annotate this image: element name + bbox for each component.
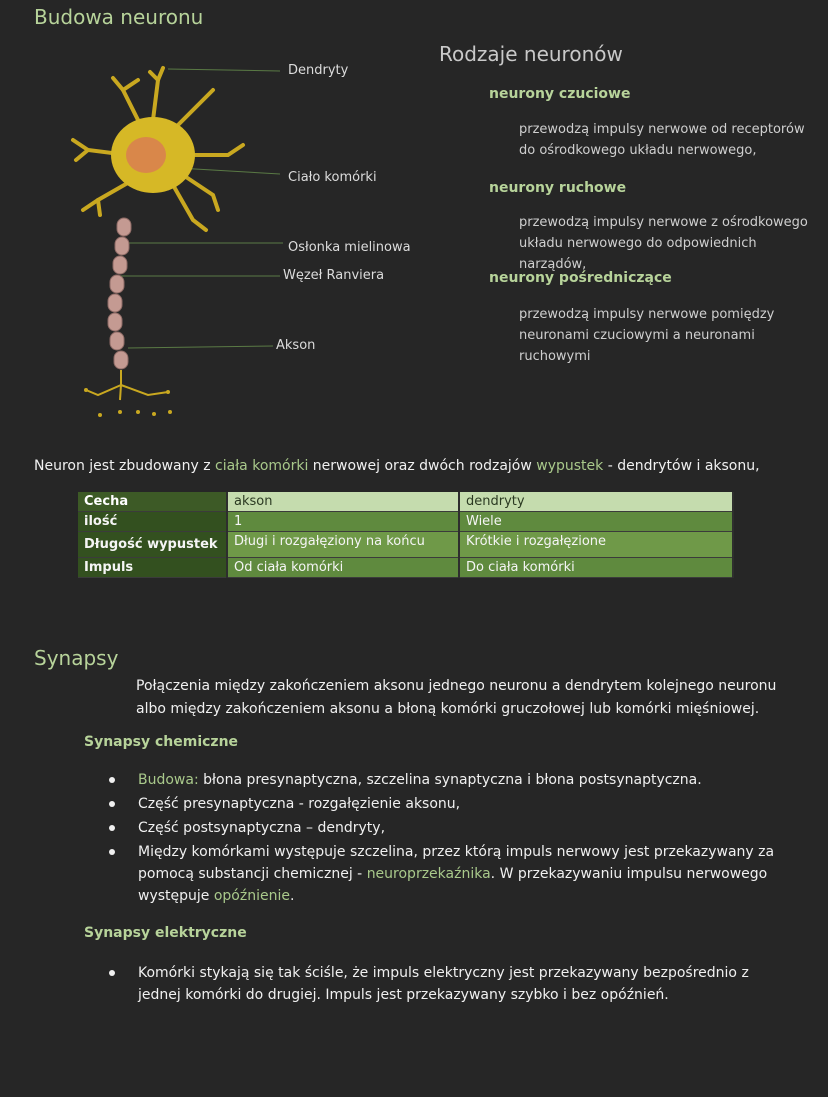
structure-highlight: Budowa: xyxy=(138,772,199,788)
list-item xyxy=(109,841,789,907)
table-cell: Krótkie i rozgałęzione xyxy=(459,532,733,558)
delay-highlight: opóźnienie xyxy=(213,888,290,904)
electrical-synapses-heading: Synapsy elektryczne xyxy=(84,925,247,941)
list-item-text: Część presynaptyczna - rozgałęzienie aksonu, xyxy=(138,796,461,812)
table-cell: ilość xyxy=(78,512,227,532)
table-cell: Wiele xyxy=(459,512,733,532)
axon-shape xyxy=(108,218,131,369)
type-interneuron-description: przewodzą impulsy nerwowe pomiędzy neuronami czuciowymi a neuronami ruchowymi xyxy=(519,307,775,364)
intro-text-1: Neuron jest zbudowany z xyxy=(34,458,216,474)
table-cell: Impuls xyxy=(78,558,227,578)
list-item xyxy=(109,962,789,1006)
label-cell-body: Ciało komórki xyxy=(288,170,377,185)
list-item-text: Między komórkami występuje szczelina, przez którą impuls nerwowy jest przekazywany za pomocą substancji chemicznej - xyxy=(138,844,775,882)
label-leader-lines xyxy=(118,69,283,348)
list-item-text: Komórki stykają się tak ściśle, że impuls elektryczny jest przekazywany bezpośrednio z jednej komórki do drugiej. Impuls jest przekazywany szybko i bez opóźnień. xyxy=(138,965,749,1003)
list-item xyxy=(109,817,789,839)
table-cell: Do ciała komórki xyxy=(459,558,733,578)
terminal-dots xyxy=(84,388,172,417)
table-header-row xyxy=(78,492,733,512)
table-cell: Od ciała komórki xyxy=(227,558,459,578)
table-row xyxy=(78,532,733,558)
section-title-neuron-structure: Budowa neuronu xyxy=(34,5,204,29)
neurotransmitter-highlight: neuroprzekaźnika xyxy=(366,866,491,882)
axon-dendrite-comparison-table xyxy=(78,492,734,578)
label-node-of-ranvier: Węzeł Ranviera xyxy=(283,268,385,283)
list-item-text: Część postsynaptyczna – dendryty, xyxy=(138,820,386,836)
type-interneuron-heading: neurony pośredniczące xyxy=(489,270,672,286)
bullet-icon xyxy=(109,825,115,831)
bullet-icon xyxy=(109,777,115,783)
intro-highlight-processes: wypustek xyxy=(536,458,604,474)
table-cell: 1 xyxy=(227,512,459,532)
table-header-cell: Cecha xyxy=(78,492,227,512)
bullet-icon xyxy=(109,849,115,855)
table-cell: Długość wypustek xyxy=(78,532,227,558)
synapses-definition: Połączenia między zakończeniem aksonu jednego neuronu a dendrytem kolejnego neuronu albo między zakończeniem aksonu a błoną komórki gruczołowej lub komórki mięśniowej. xyxy=(136,678,777,717)
neuron-types-title: Rodzaje neuronów xyxy=(439,42,623,66)
label-axon: Akson xyxy=(276,338,316,353)
list-item-text: błona presynaptyczna, szczelina synaptyczna i błona postsynaptyczna. xyxy=(198,772,702,788)
table-row xyxy=(78,512,733,532)
intro-highlight-cell-body: ciała komórki xyxy=(215,458,309,474)
electrical-synapses-list xyxy=(109,962,789,1008)
table-header-cell: akson xyxy=(227,492,459,512)
list-item-text: . W przekazywaniu impulsu nerwowego występuje xyxy=(138,866,768,904)
type-motor-description: przewodzą impulsy nerwowe z ośrodkowego układu nerwowego do odpowiednich narządów, xyxy=(519,215,808,272)
list-item xyxy=(109,793,789,815)
bullet-icon xyxy=(109,970,115,976)
intro-text-2: nerwowej oraz dwóch rodzajów xyxy=(308,458,537,474)
label-myelin-sheath: Osłonka mielinowa xyxy=(288,240,411,255)
list-item-text: . xyxy=(289,888,295,904)
label-dendrites: Dendryty xyxy=(288,63,349,78)
chemical-synapses-heading: Synapsy chemiczne xyxy=(84,734,239,750)
nucleus-shape xyxy=(126,137,166,173)
intro-text-3: - dendrytów i aksonu, xyxy=(603,458,760,474)
bullet-icon xyxy=(109,801,115,807)
neuron-intro-sentence xyxy=(34,458,760,474)
type-sensory-heading: neurony czuciowe xyxy=(489,86,631,102)
type-sensory-description: przewodzą impulsy nerwowe od receptorów do ośrodkowego układu nerwowego, xyxy=(519,122,805,158)
type-motor-heading: neurony ruchowe xyxy=(489,180,627,196)
section-title-synapses: Synapsy xyxy=(34,646,119,670)
table-row xyxy=(78,558,733,578)
table-header-cell: dendryty xyxy=(459,492,733,512)
chemical-synapses-list xyxy=(109,769,789,909)
list-item xyxy=(109,769,789,791)
table-cell: Długi i rozgałęziony na końcu xyxy=(227,532,459,558)
axon-terminals-shape xyxy=(86,370,168,400)
